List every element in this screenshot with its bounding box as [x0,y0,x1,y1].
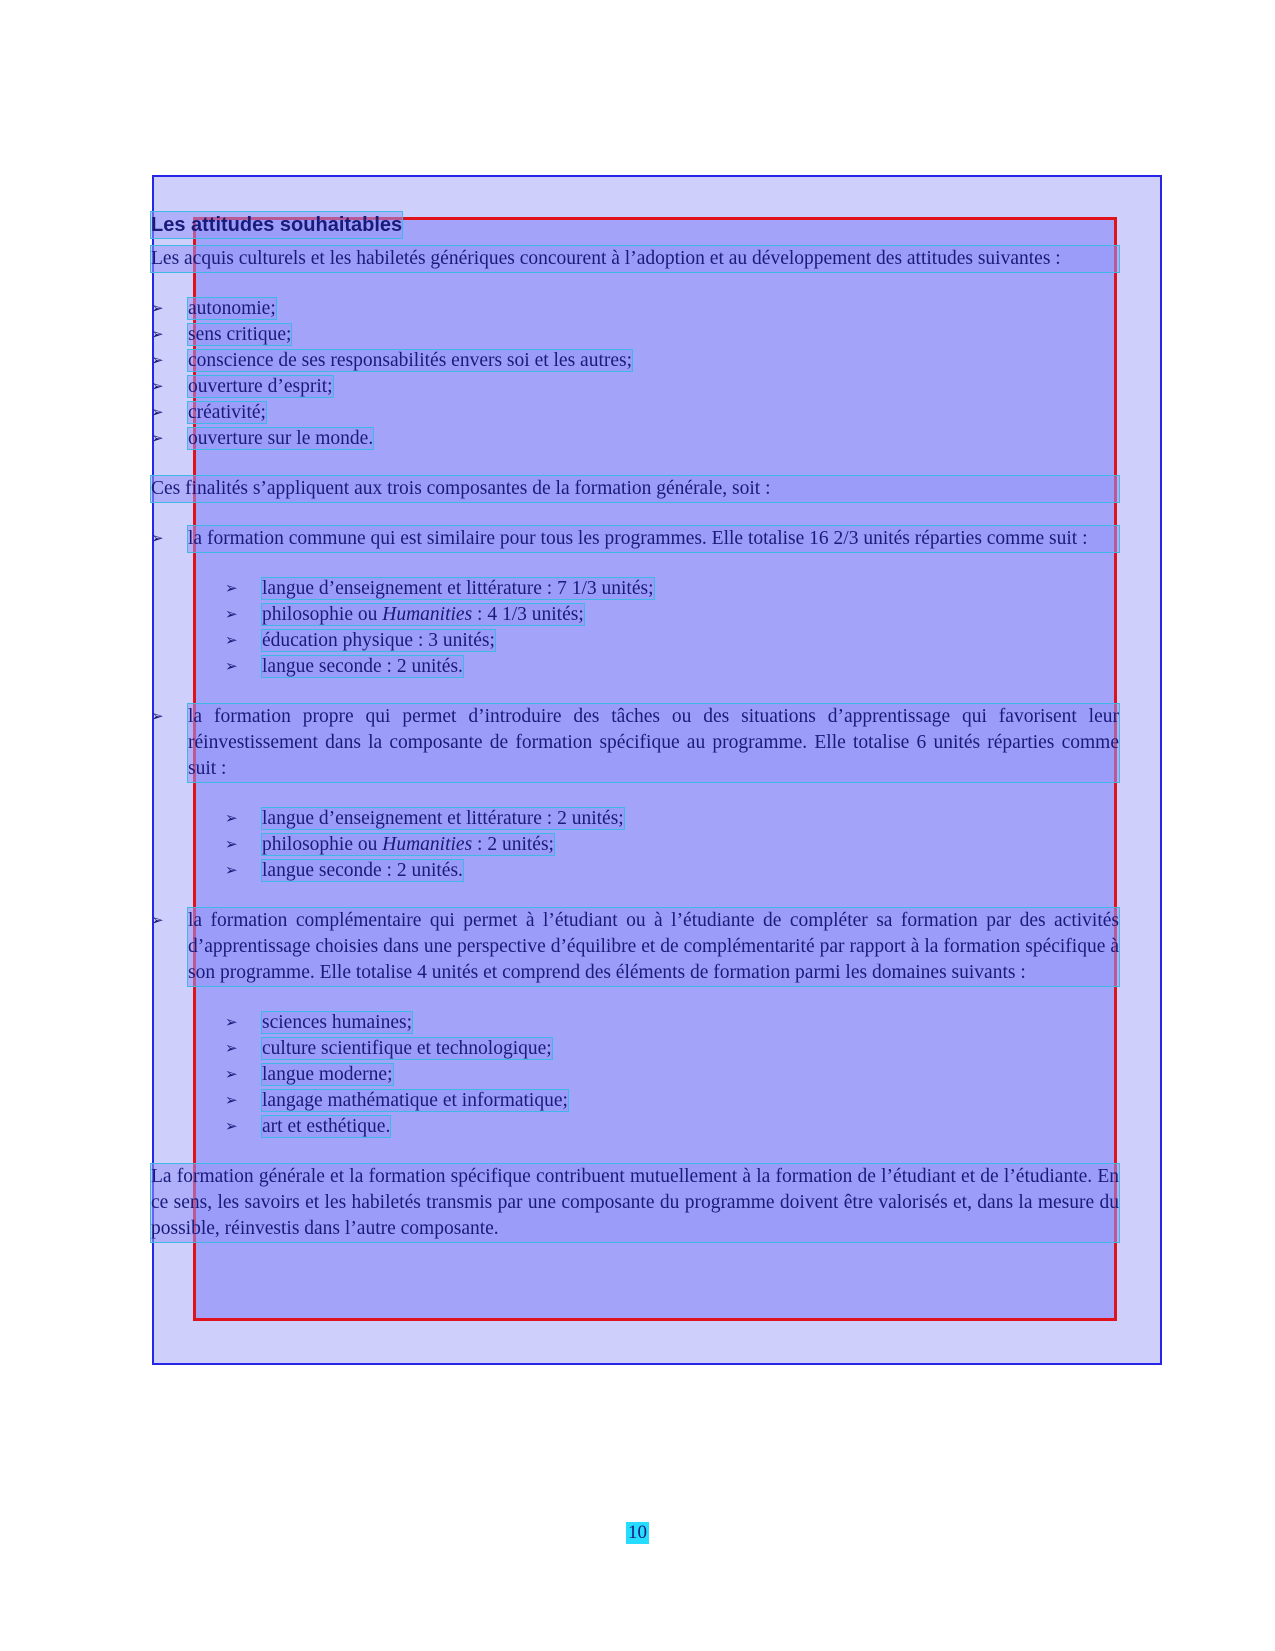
commune-item [225,628,1119,654]
propre-item-text: langue seconde : 2 unités. [262,860,463,881]
complementaire-item-text: sciences humaines; [262,1012,412,1033]
arrowhead-icon: ➢ [151,353,164,369]
intro-paragraph: Les acquis culturels et les habiletés génériques concourent à l’adoption et au développement des attitudes suivantes : [151,246,1119,272]
attitude-item [151,400,1119,426]
attitude-item-text: sens critique; [188,324,292,345]
composante-complementaire [151,908,1119,1164]
attitude-item [151,374,1119,400]
attitude-item-text: conscience de ses responsabilités envers soi et les autres; [188,350,633,371]
commune-text: la formation commune qui est similaire pour tous les programmes. Elle totalise 16 2/3 unités réparties comme suit : [188,526,1119,552]
arrowhead-icon: ➢ [151,301,164,317]
arrowhead-icon: ➢ [151,405,164,421]
complementaire-item-text: langage mathématique et informatique; [262,1090,568,1111]
complementaire-item-text: culture scientifique et technologique; [262,1038,552,1059]
complementaire-item-text: art et esthétique. [262,1116,391,1137]
arrowhead-icon: ➢ [225,1093,238,1109]
arrowhead-icon: ➢ [225,659,238,675]
composante-propre [151,704,1119,908]
arrowhead-icon: ➢ [225,863,238,879]
conclusion-paragraph: La formation générale et la formation spécifique contribuent mutuellement à la formation de l’étudiant et de l’étudiante. En ce sens, les savoirs et les habiletés transmis par une composante du programme doivent être valorisés et, dans la mesure du possible, réinvestis dans l’autre composante. [151,1164,1119,1242]
attitude-item-text: créativité; [188,402,266,423]
complementaire-item [225,1036,1119,1062]
propre-sub-list [225,806,1119,884]
arrowhead-icon: ➢ [225,811,238,827]
section-heading: Les attitudes souhaitables [151,214,403,236]
commune-item-text: langue seconde : 2 unités. [262,656,463,677]
complementaire-item [225,1010,1119,1036]
complementaire-sub-list [225,1010,1119,1140]
attitudes-list [151,296,1119,452]
commune-item-text: éducation physique : 3 unités; [262,630,495,651]
arrowhead-icon: ➢ [225,1067,238,1083]
arrowhead-icon: ➢ [151,431,164,447]
arrowhead-icon: ➢ [225,1119,238,1135]
attitude-item-text: autonomie; [188,298,276,319]
attitude-item [151,322,1119,348]
commune-item [225,654,1119,680]
propre-item [225,832,1119,858]
arrowhead-icon: ➢ [151,379,164,395]
page-number: 10 [628,1522,647,1543]
arrowhead-icon: ➢ [151,709,164,725]
commune-item-text: philosophie ou Humanities : 4 1/3 unités; [262,604,584,625]
commune-item [225,576,1119,602]
complementaire-text: la formation complémentaire qui permet à l’étudiant ou à l’étudiante de compléter sa formation par des activités d’apprentissage choisies dans une perspective d’équilibre et de complémentarité par rapport à la formation spécifique à son programme. Elle totalise 4 unités et comprend des éléments de formation parmi les domaines suivants : [188,908,1119,986]
propre-item-text: langue d’enseignement et littérature : 2 unités; [262,808,624,829]
arrowhead-icon: ➢ [225,607,238,623]
attitude-item [151,348,1119,374]
composante-commune [151,526,1119,704]
complementaire-item [225,1114,1119,1140]
arrowhead-icon: ➢ [225,633,238,649]
arrowhead-icon: ➢ [151,531,164,547]
arrowhead-icon: ➢ [225,1015,238,1031]
document-content [151,212,1119,1242]
arrowhead-icon: ➢ [225,1041,238,1057]
propre-item [225,806,1119,832]
complementaire-item [225,1062,1119,1088]
attitude-item-text: ouverture d’esprit; [188,376,333,397]
commune-item [225,602,1119,628]
attitude-item-text: ouverture sur le monde. [188,428,374,449]
commune-sub-list [225,576,1119,680]
propre-item [225,858,1119,884]
propre-item-text: philosophie ou Humanities : 2 unités; [262,834,554,855]
attitude-item [151,296,1119,322]
arrowhead-icon: ➢ [225,837,238,853]
attitude-item [151,426,1119,452]
arrowhead-icon: ➢ [225,581,238,597]
propre-text: la formation propre qui permet d’introduire des tâches ou des situations d’apprentissage qui favorisent leur réinvestissement dans la composante de formation spécifique au programme. Elle totalise 6 unités réparties comme suit : [188,704,1119,782]
commune-item-text: langue d’enseignement et littérature : 7 1/3 unités; [262,578,654,599]
complementaire-item [225,1088,1119,1114]
finalites-paragraph: Ces finalités s’appliquent aux trois composantes de la formation générale, soit : [151,476,1119,502]
arrowhead-icon: ➢ [151,913,164,929]
composantes-list [151,526,1119,1164]
complementaire-item-text: langue moderne; [262,1064,393,1085]
arrowhead-icon: ➢ [151,327,164,343]
